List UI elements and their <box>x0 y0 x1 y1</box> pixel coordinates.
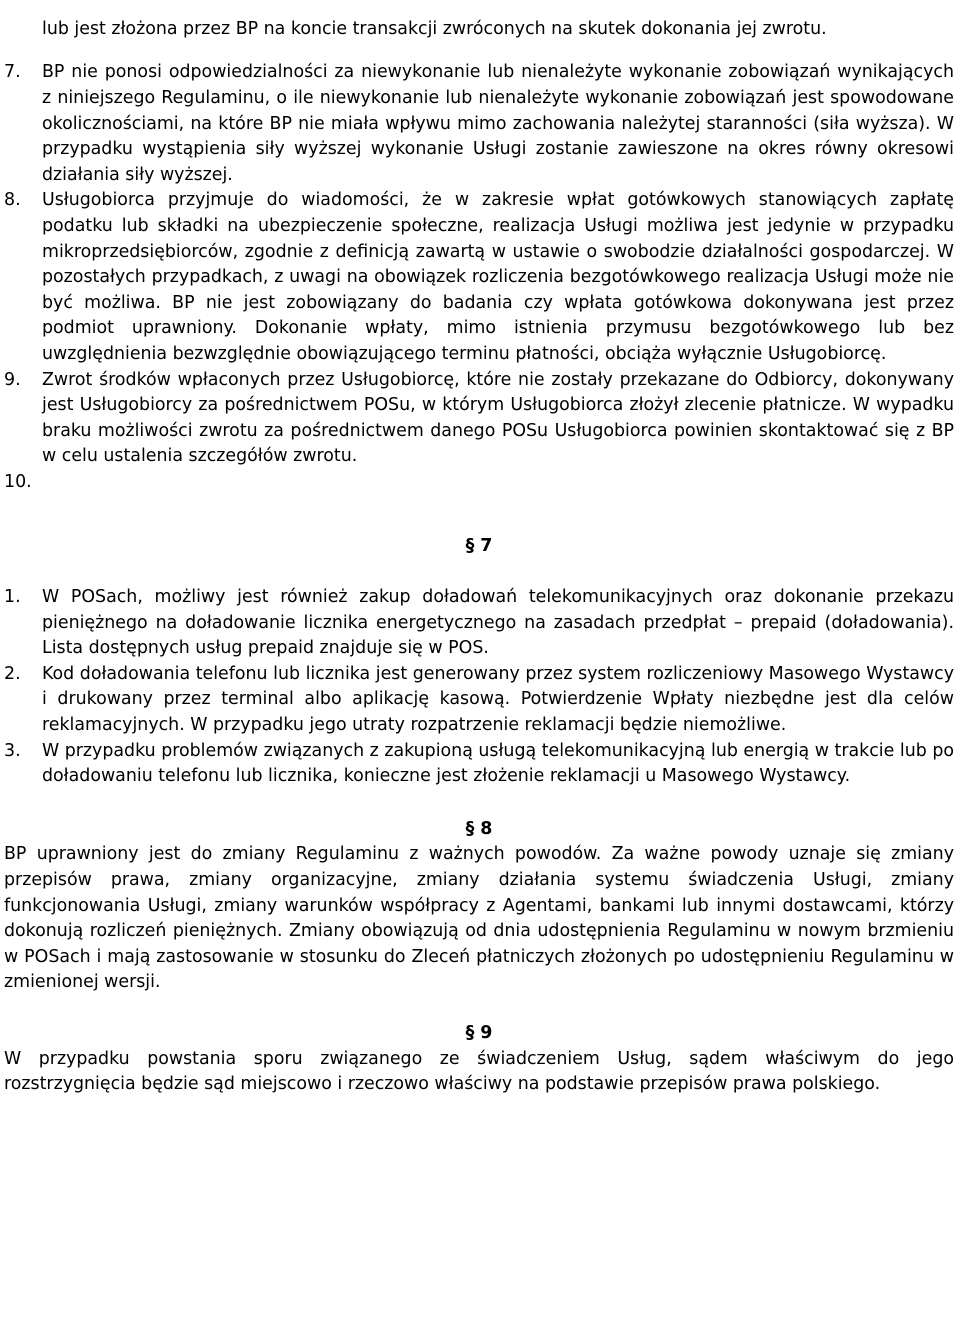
section8-text: BP uprawniony jest do zmiany Regulaminu z ważnych powodów. Za ważne powody uznaje się zmiany przepisów prawa, zmiany organizacyjne, zmiany działania systemu świadczenia Usługi, zmiany funkcjonowania Usługi, zmiany warunków współpracy z Agentami, bankami lub innymi dostawcami, którzy dokonują rozliczeń pieniężnych. Zmiany obowiązują od dnia udostępnienia Regulaminu w nowym brzmieniu w POSach i mają zastosowanie w stosunku do Zleceń płatniczych złożonych po udostępnieniu Regulaminu w zmienionej wersji. <box>4 844 954 993</box>
list-item-number: 3. <box>4 740 21 761</box>
list-item-text: BP nie ponosi odpowiedzialności za niewykonanie lub nienależyte wykonanie zobowiązań wynikających z niniejszego Regulaminu, o ile niewykonanie lub nienależyte wykonanie zobowiązań jest spowodowane okolicznościami, na które BP nie miała wpływu mimo zachowania należytej staranności (siła wyższa). W przypadku wystąpienia siły wyższej wykonanie Usługi zostanie zawieszone na okres równy okresowi działania siły wyższej. <box>42 62 954 185</box>
list-item <box>4 470 954 496</box>
section9-heading: § 9 <box>465 1022 493 1043</box>
list-item-number: 2. <box>4 663 21 684</box>
list-item <box>4 585 954 662</box>
section9-text: W przypadku powstania sporu związanego ze świadczeniem Usług, sądem właściwym do jego rozstrzygnięcia będzie sąd miejscowo i rzeczowo właściwy na podstawie przepisów prawa polskiego. <box>4 1048 954 1095</box>
list-item-text <box>42 470 954 496</box>
section8-heading: § 8 <box>465 818 493 839</box>
list-item-text: W przypadku problemów związanych z zakupioną usługą telekomunikacyjną lub energią w trakcie lub po doładowaniu telefonu lub licznika, konieczne jest złożenie reklamacji u Masowego Wystawcy. <box>42 740 954 787</box>
section6-list <box>4 60 954 495</box>
list-item-text: Kod doładowania telefonu lub licznika jest generowany przez system rozliczeniowy Masowego Wystawcy i drukowany przez terminal albo aplikację kasową. Potwierdzenie Wpłaty niezbędne jest dla celów reklamacyjnych. W przypadku jego utraty rozpatrzenie reklamacji będzie niemożliwe. <box>42 663 954 736</box>
list-item-text: W POSach, możliwy jest również zakup doładowań telekomunikacyjnych oraz dokonanie przekazu pieniężnego na doładowanie licznika energetycznego na zasadach przedpłat – prepaid (doładowania). Lista dostępnych usług prepaid znajduje się w POS. <box>42 587 954 659</box>
intro-continuation: lub jest złożona przez BP na koncie transakcji zwróconych na skutek dokonania jej zwrotu. <box>42 19 827 40</box>
list-item <box>4 662 954 739</box>
list-item <box>4 188 954 367</box>
list-item <box>4 60 954 188</box>
list-item-text: Usługobiorca przyjmuje do wiadomości, że w zakresie wpłat gotówkowych stanowiących zapłatę podatku lub składki na ubezpieczenie społeczne, realizacja Usługi możliwa jest jedynie w przypadku mikroprzedsiębiorców, zgodnie z definicją zawartą w ustawie o swobodzie działalności gospodarczej. W pozostałych przypadkach, z uwagi na obowiązek rozliczenia bezgotówkowego realizacja Usługi może nie być możliwa. BP nie jest zobowiązany do badania czy wpłata gotówkowa dokonywana jest przez podmiot uprawniony. Dokonanie wpłaty, mimo istnienia przymusu bezgotówkowego lub bez uwzględnienia bezwzględnie obowiązującego terminu płatności, obciąża wyłącznie Usługobiorcę. <box>42 190 954 364</box>
list-item-number: 10. <box>4 471 32 492</box>
section7-list <box>4 585 954 790</box>
list-item-number: 8. <box>4 190 21 211</box>
list-item-number: 7. <box>4 62 21 83</box>
list-item <box>4 739 954 790</box>
list-item-text: Zwrot środków wpłaconych przez Usługobiorcę, które nie zostały przekazane do Odbiorcy, dokonywany jest Usługobiorcy za pośrednictwem POSu, w którym Usługobiorca złożył zlecenie płatnicze. W wypadku braku możliwości zwrotu za pośrednictwem danego POSu Usługobiorca powinien skontaktować się z BP w celu ustalenia szczegółów zwrotu. <box>42 369 954 467</box>
section7-heading: § 7 <box>465 536 493 557</box>
list-item-number: 1. <box>4 587 21 608</box>
list-item-number: 9. <box>4 369 21 390</box>
list-item <box>4 368 954 470</box>
document-page <box>0 17 960 1320</box>
